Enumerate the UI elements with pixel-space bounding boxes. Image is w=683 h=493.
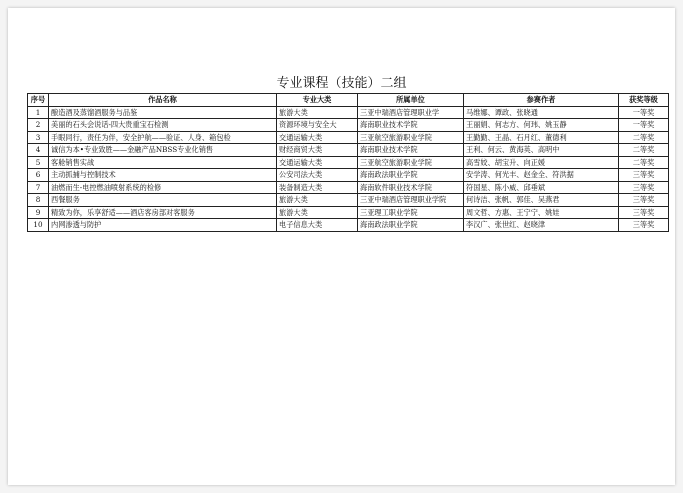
cell-work-name: 诚信为本•专业致胜——金融产品NBSS专业化销售 [49,144,277,157]
cell-index: 7 [28,181,49,194]
cell-category: 旅游大类 [277,194,358,207]
cell-award: 二等奖 [619,144,669,157]
cell-authors: 王勤勤、王晶、石月红、董德利 [464,131,619,144]
cell-work-name: 油燃而生-电控燃油喷射系统的检修 [49,181,277,194]
cell-authors: 何诗洁、张帆、郭佳、吴燕君 [464,194,619,207]
cell-unit: 海南政法职业学院 [358,169,464,182]
cell-authors: 王丽娟、何志方、何玮、姚玉静 [464,119,619,132]
table-row [28,106,669,119]
cell-category: 财经商贸大类 [277,144,358,157]
cell-category: 公安司法大类 [277,169,358,182]
cell-award: 三等奖 [619,206,669,219]
header-category: 专业大类 [277,94,358,107]
cell-work-name: 精致为你，乐享舒适——酒店客房部对客服务 [49,206,277,219]
header-index: 序号 [28,94,49,107]
cell-work-name: 美丽的石头会说话-四大贵重宝石检测 [49,119,277,132]
cell-authors: 李汉广、张世红、赵晓津 [464,219,619,232]
table-row [28,144,669,157]
cell-category: 装备制造大类 [277,181,358,194]
cell-unit: 三亚中瑞酒店管理职业学院 [358,194,464,207]
cell-unit: 海南职业技术学院 [358,144,464,157]
table-row [28,156,669,169]
table-row [28,131,669,144]
cell-award: 三等奖 [619,181,669,194]
header-award: 获奖等级 [619,94,669,107]
cell-unit: 三亚中瑞酒店管理职业学 [358,106,464,119]
cell-award: 二等奖 [619,156,669,169]
cell-index: 10 [28,219,49,232]
cell-award: 三等奖 [619,194,669,207]
header-authors: 参赛作者 [464,94,619,107]
cell-work-name: 主动抓捕与控制技术 [49,169,277,182]
cell-category: 电子信息大类 [277,219,358,232]
table-row [28,219,669,232]
cell-category: 交通运输大类 [277,156,358,169]
cell-index: 4 [28,144,49,157]
cell-authors: 王利、何云、黄海英、高明中 [464,144,619,157]
cell-authors: 马维娜、谭政、张晓通 [464,106,619,119]
awards-table [27,93,669,232]
header-work-name: 作品名称 [49,94,277,107]
cell-unit: 三亚航空旅游职业学院 [358,131,464,144]
cell-award: 二等奖 [619,131,669,144]
cell-index: 6 [28,169,49,182]
document-title: 专业课程（技能）二组 [276,76,407,91]
header-unit: 所属单位 [358,94,464,107]
cell-work-name: 酿造酒及蒸馏酒服务与品鉴 [49,106,277,119]
cell-index: 5 [28,156,49,169]
cell-unit: 三亚航空旅游职业学院 [358,156,464,169]
cell-authors: 高雪姣、胡宝升、向正媛 [464,156,619,169]
table-row [28,194,669,207]
cell-award: 一等奖 [619,119,669,132]
cell-work-name: 客舱销售实战 [49,156,277,169]
cell-award: 三等奖 [619,169,669,182]
cell-unit: 三亚理工职业学院 [358,206,464,219]
table-row [28,119,669,132]
cell-index: 8 [28,194,49,207]
cell-work-name: 内网渗透与防护 [49,219,277,232]
cell-authors: 符国星、陈小威、邱垂斌 [464,181,619,194]
table-row [28,181,669,194]
table-header-row [28,94,669,107]
cell-category: 资源环境与安全大 [277,119,358,132]
cell-award: 三等奖 [619,219,669,232]
cell-authors: 安学涛、何光丰、赵金全、符洪据 [464,169,619,182]
cell-award: 一等奖 [619,106,669,119]
cell-index: 1 [28,106,49,119]
cell-unit: 海南职业技术学院 [358,119,464,132]
cell-work-name: 西餐服务 [49,194,277,207]
cell-index: 3 [28,131,49,144]
cell-index: 9 [28,206,49,219]
cell-authors: 周文哲、方惠、王宁宁、姚娃 [464,206,619,219]
cell-category: 旅游大类 [277,206,358,219]
cell-index: 2 [28,119,49,132]
document-page [8,8,675,485]
table-row [28,206,669,219]
cell-unit: 海南软件职业技术学院 [358,181,464,194]
cell-work-name: 手眼同行，责任为伴，安全护航——验证、人身、箱包检 [49,131,277,144]
table-row [28,169,669,182]
cell-category: 旅游大类 [277,106,358,119]
cell-unit: 海南政法职业学院 [358,219,464,232]
cell-category: 交通运输大类 [277,131,358,144]
